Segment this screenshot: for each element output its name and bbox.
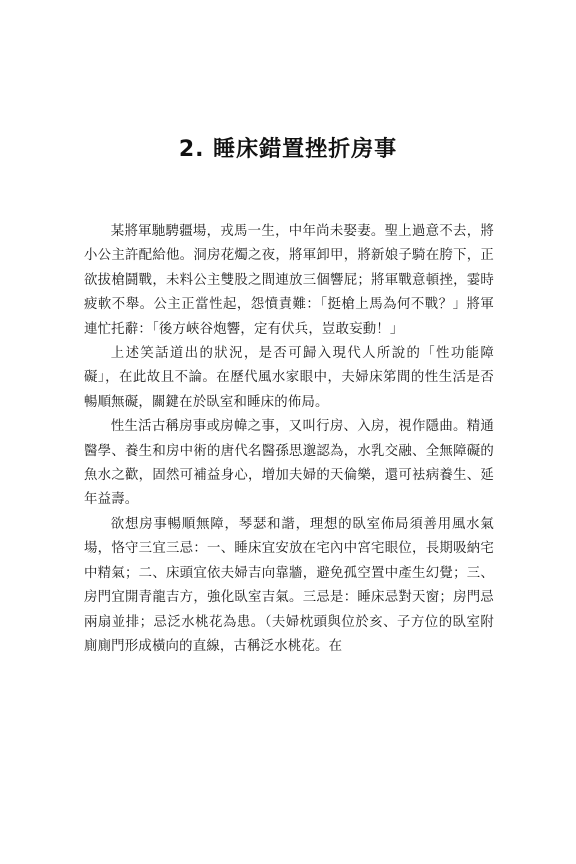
paragraph: 欲想房事暢順無障，琴瑟和諧，理想的臥室佈局須善用風水氣場，恪守三宜三忌：一、睡床宜安放在宅內中宮宅眼位，長期吸納宅中精氣；二、床頭宜依夫婦吉向靠牆，避免孤空置中產生幻覺；三、房門宜開青龍吉方，強化臥室吉氣。三忌是：睡床忌對天窗；房門忌兩扇並排；忌泛水桃花為患。（夫婦枕頭與位於亥、子方位的臥室附廁廁門形成橫向的直線，古稱泛水桃花。在 (84, 516, 494, 654)
paragraph: 某將軍馳騁疆場，戎馬一生，中年尚未娶妻。聖上過意不去，將小公主許配給他。洞房花燭之夜，將軍卸甲，將新娘子騎在胯下，正欲拔槍鬪戰，未料公主雙股之間連放三個響屁；將軍戰意頓挫，霎時疲軟不舉。公主正當性起，怨憤責難：「挺槍上馬為何不戰？」將軍連忙托辭：「後方峽谷炮響，定有伏兵，豈敢妄動！」 (84, 224, 494, 337)
paragraph: 性生活古稱房事或房幃之事，又叫行房、入房，視作隱曲。精通醫學、養生和房中術的唐代名醫孫思邈認為，水乳交融、全無障礙的魚水之歡，固然可補益身心，增加夫婦的天倫樂，還可袪病養生、延年益壽。 (84, 419, 494, 508)
section-title: 2. 睡床錯置挫折房事 (178, 137, 398, 162)
body-text (84, 220, 494, 659)
paragraph: 上述笑話道出的狀況，是否可歸入現代人所說的「性功能障礙」，在此故且不論。在歷代風水家眼中，夫婦床笫間的性生活是否暢順無礙，關鍵在於臥室和睡床的佈局。 (84, 346, 494, 410)
